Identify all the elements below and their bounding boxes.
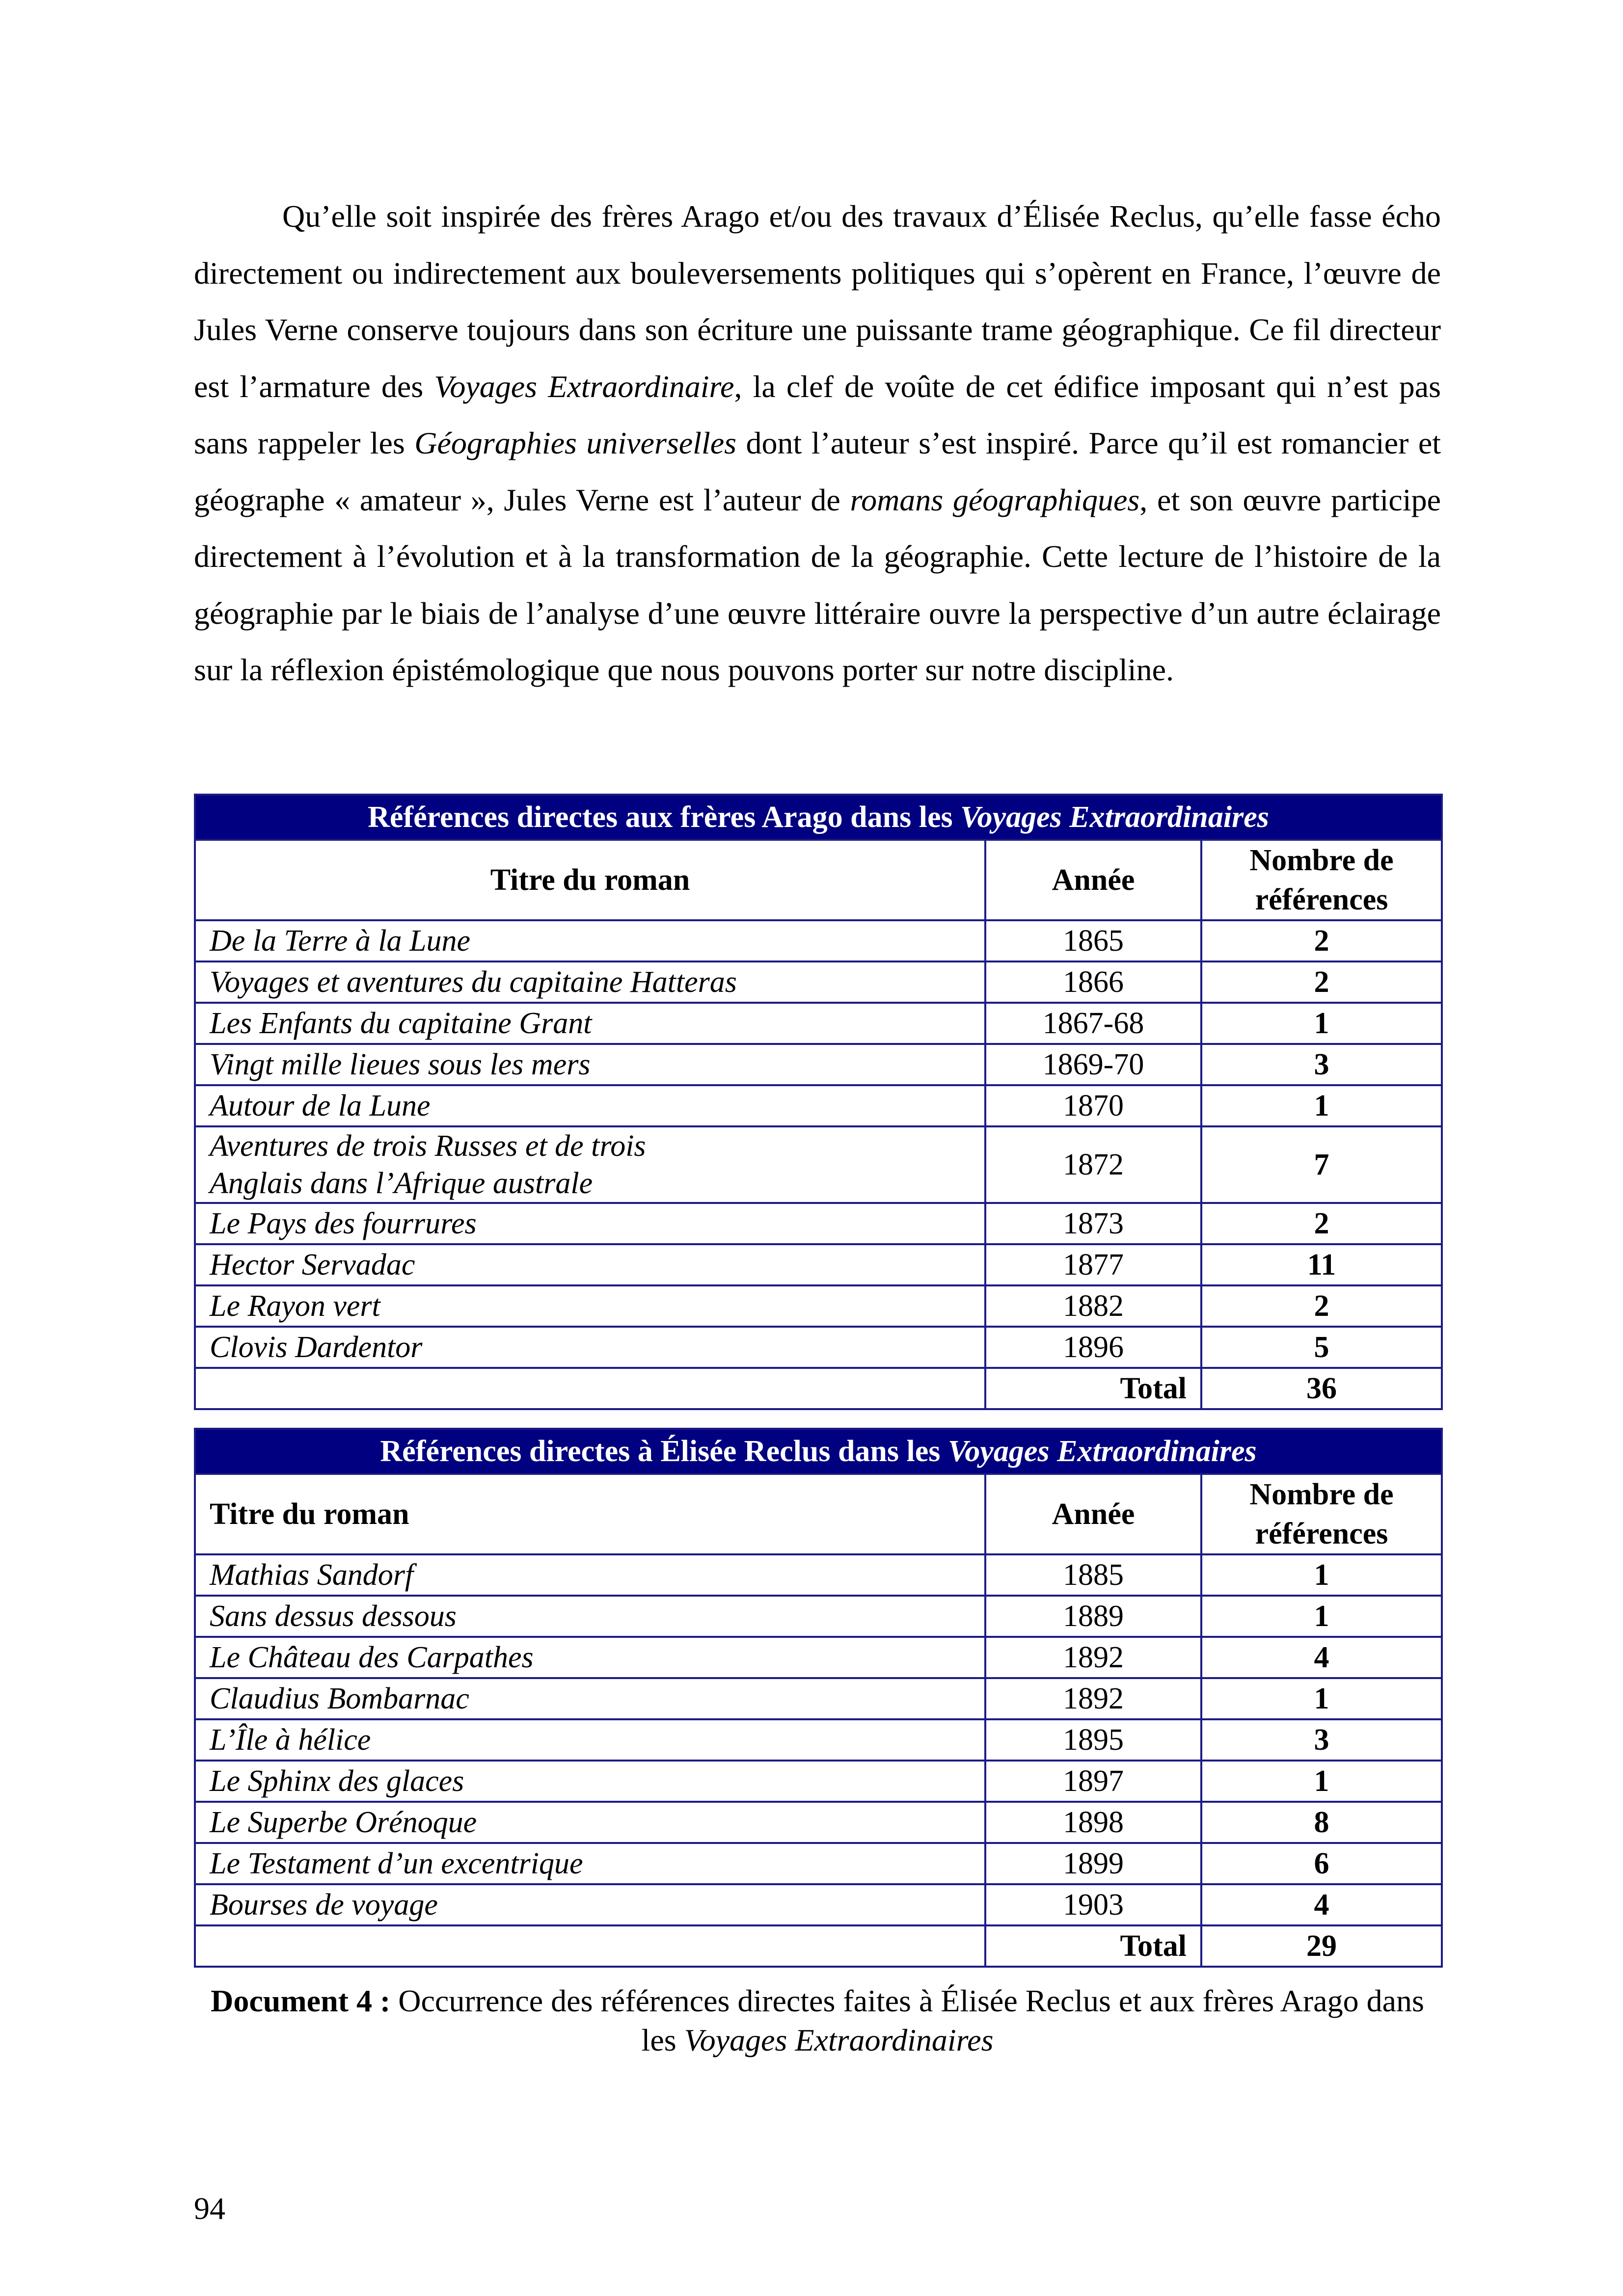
novel-title: Sans dessus dessous	[195, 1596, 985, 1637]
total-row	[195, 1368, 1442, 1409]
caption-italic: Voyages Extraordinaires	[684, 2023, 994, 2057]
novel-title: Le Testament d’un excentrique	[195, 1843, 985, 1884]
novel-year: 1873	[985, 1203, 1201, 1244]
novel-year: 1869-70	[985, 1044, 1201, 1085]
table-row	[195, 1802, 1442, 1843]
novel-title: Bourses de voyage	[195, 1884, 985, 1925]
paragraph-text-4: , et son œuvre participe directement à l’évolution et à la transformation de la géographie. Cette lecture de l’histoire de la géographie par le biais de l’analyse d’une œuvre littéraire ouvre la perspective d’un autre éclairage sur la réflexion épistémologique que nous pouvons porter sur notre discipline.	[194, 482, 1441, 687]
table-title-text: Références directes à Élisée Reclus dans les	[380, 1435, 948, 1468]
table-row	[195, 920, 1442, 961]
table-title-row	[195, 1429, 1442, 1474]
reference-count: 11	[1201, 1244, 1442, 1285]
novel-year: 1899	[985, 1843, 1201, 1884]
paragraph-italic-2: Géographies universelles	[414, 426, 737, 460]
table-title-row	[195, 795, 1442, 840]
novel-year: 1898	[985, 1802, 1201, 1843]
table-title	[195, 1429, 1442, 1474]
table-row	[195, 1085, 1442, 1126]
novel-year: 1889	[985, 1596, 1201, 1637]
novel-title: L’Île à hélice	[195, 1719, 985, 1761]
novel-year: 1867-68	[985, 1003, 1201, 1044]
novel-title: Hector Servadac	[195, 1244, 985, 1285]
novel-title: Le Pays des fourrures	[195, 1203, 985, 1244]
table-header-row	[195, 1474, 1442, 1554]
figure-caption	[194, 1981, 1441, 2060]
column-header-count-line1: Nombre de	[1249, 844, 1394, 877]
reference-count: 5	[1201, 1327, 1442, 1368]
table-row	[195, 1285, 1442, 1327]
novel-year: 1892	[985, 1678, 1201, 1719]
table-row	[195, 1719, 1442, 1761]
novel-title: Le Superbe Orénoque	[195, 1802, 985, 1843]
total-label: Total	[985, 1368, 1201, 1409]
novel-title: Clovis Dardentor	[195, 1327, 985, 1368]
novel-title: Voyages et aventures du capitaine Hatteras	[195, 961, 985, 1003]
caption-text: Occurrence des références directes faites à Élisée Reclus et aux frères Arago dans les	[390, 1983, 1424, 2057]
column-header-count	[1201, 1474, 1442, 1554]
table-row	[195, 1596, 1442, 1637]
reference-count: 8	[1201, 1802, 1442, 1843]
column-header-count-line2: références	[1255, 883, 1388, 916]
column-header-year: Année	[985, 840, 1201, 920]
total-label: Total	[985, 1925, 1201, 1967]
total-value: 36	[1201, 1368, 1442, 1409]
table-row	[195, 1884, 1442, 1925]
total-value: 29	[1201, 1925, 1442, 1967]
reference-count: 2	[1201, 961, 1442, 1003]
novel-year: 1885	[985, 1554, 1201, 1596]
column-header-year: Année	[985, 1474, 1201, 1554]
column-header-title: Titre du roman	[195, 840, 985, 920]
reference-count: 2	[1201, 1285, 1442, 1327]
novel-year: 1882	[985, 1285, 1201, 1327]
novel-title: De la Terre à la Lune	[195, 920, 985, 961]
total-empty-cell	[195, 1368, 985, 1409]
reference-count: 3	[1201, 1044, 1442, 1085]
novel-year: 1897	[985, 1761, 1201, 1802]
paragraph-italic-3: romans géographiques	[850, 482, 1140, 517]
table-title	[195, 795, 1442, 840]
reference-count: 1	[1201, 1596, 1442, 1637]
paragraph-text-2: , la clef de voûte de cet édifice imposant qui n’est pas sans rappeler les	[194, 369, 1441, 460]
novel-year: 1872	[985, 1126, 1201, 1203]
arago-references-table	[194, 794, 1443, 1410]
novel-title-line2: Anglais dans l’Afrique australe	[210, 1167, 593, 1200]
reference-count: 7	[1201, 1126, 1442, 1203]
column-header-count	[1201, 840, 1442, 920]
reference-count: 1	[1201, 1761, 1442, 1802]
reference-count: 3	[1201, 1719, 1442, 1761]
novel-year: 1895	[985, 1719, 1201, 1761]
novel-year: 1896	[985, 1327, 1201, 1368]
reference-count: 4	[1201, 1637, 1442, 1678]
table-row	[195, 1203, 1442, 1244]
reclus-references-table	[194, 1428, 1443, 1968]
paragraph-italic-1: Voyages Extraordinaire	[434, 369, 734, 404]
reference-count: 1	[1201, 1554, 1442, 1596]
novel-title: Mathias Sandorf	[195, 1554, 985, 1596]
novel-title-line1: Aventures de trois Russes et de trois	[210, 1129, 646, 1163]
table-title-text: Références directes aux frères Arago dans les	[368, 801, 961, 834]
novel-title: Autour de la Lune	[195, 1085, 985, 1126]
reference-count: 1	[1201, 1003, 1442, 1044]
total-empty-cell	[195, 1925, 985, 1967]
reference-count: 2	[1201, 1203, 1442, 1244]
reference-count: 6	[1201, 1843, 1442, 1884]
reference-count: 2	[1201, 920, 1442, 961]
paragraph-text-3: dont l’auteur s’est inspiré. Parce qu’il est romancier et géographe « amateur », Jules Verne est l’auteur de	[194, 426, 1441, 517]
table-row	[195, 1044, 1442, 1085]
column-header-title: Titre du roman	[195, 1474, 985, 1554]
table-row	[195, 1843, 1442, 1884]
novel-title: Le Château des Carpathes	[195, 1637, 985, 1678]
novel-year: 1865	[985, 920, 1201, 961]
total-row	[195, 1925, 1442, 1967]
table-row	[195, 1126, 1442, 1203]
table-row	[195, 1554, 1442, 1596]
novel-title: Le Sphinx des glaces	[195, 1761, 985, 1802]
reference-count: 1	[1201, 1085, 1442, 1126]
table-row	[195, 1003, 1442, 1044]
table-row	[195, 1761, 1442, 1802]
novel-title: Le Rayon vert	[195, 1285, 985, 1327]
novel-year: 1892	[985, 1637, 1201, 1678]
novel-year: 1866	[985, 961, 1201, 1003]
table-row	[195, 1244, 1442, 1285]
table-title-italic: Voyages Extraordinaires	[947, 1435, 1257, 1468]
novel-year: 1870	[985, 1085, 1201, 1126]
column-header-count-line2: références	[1255, 1517, 1388, 1550]
novel-year: 1903	[985, 1884, 1201, 1925]
table-row	[195, 961, 1442, 1003]
body-paragraph	[194, 188, 1441, 698]
novel-title: Les Enfants du capitaine Grant	[195, 1003, 985, 1044]
table-row	[195, 1637, 1442, 1678]
page-number: 94	[194, 2191, 225, 2226]
paragraph-text-1: Qu’elle soit inspirée des frères Arago et/ou des travaux d’Élisée Reclus, qu’elle fasse écho directement ou indirectement aux bouleversements politiques qui s’opèrent en France, l’œuvre de Jules Verne conserve toujours dans son écriture une puissante trame géographique. Ce fil directeur est l’armature des	[194, 199, 1441, 404]
reference-count: 1	[1201, 1678, 1442, 1719]
table-header-row	[195, 840, 1442, 920]
novel-year: 1877	[985, 1244, 1201, 1285]
caption-lead: Document 4 :	[211, 1983, 391, 2018]
table-title-italic: Voyages Extraordinaires	[960, 801, 1269, 834]
novel-title	[195, 1126, 985, 1203]
reference-count: 4	[1201, 1884, 1442, 1925]
table-row	[195, 1327, 1442, 1368]
column-header-count-line1: Nombre de	[1249, 1478, 1394, 1511]
novel-title: Vingt mille lieues sous les mers	[195, 1044, 985, 1085]
table-row	[195, 1678, 1442, 1719]
novel-title: Claudius Bombarnac	[195, 1678, 985, 1719]
